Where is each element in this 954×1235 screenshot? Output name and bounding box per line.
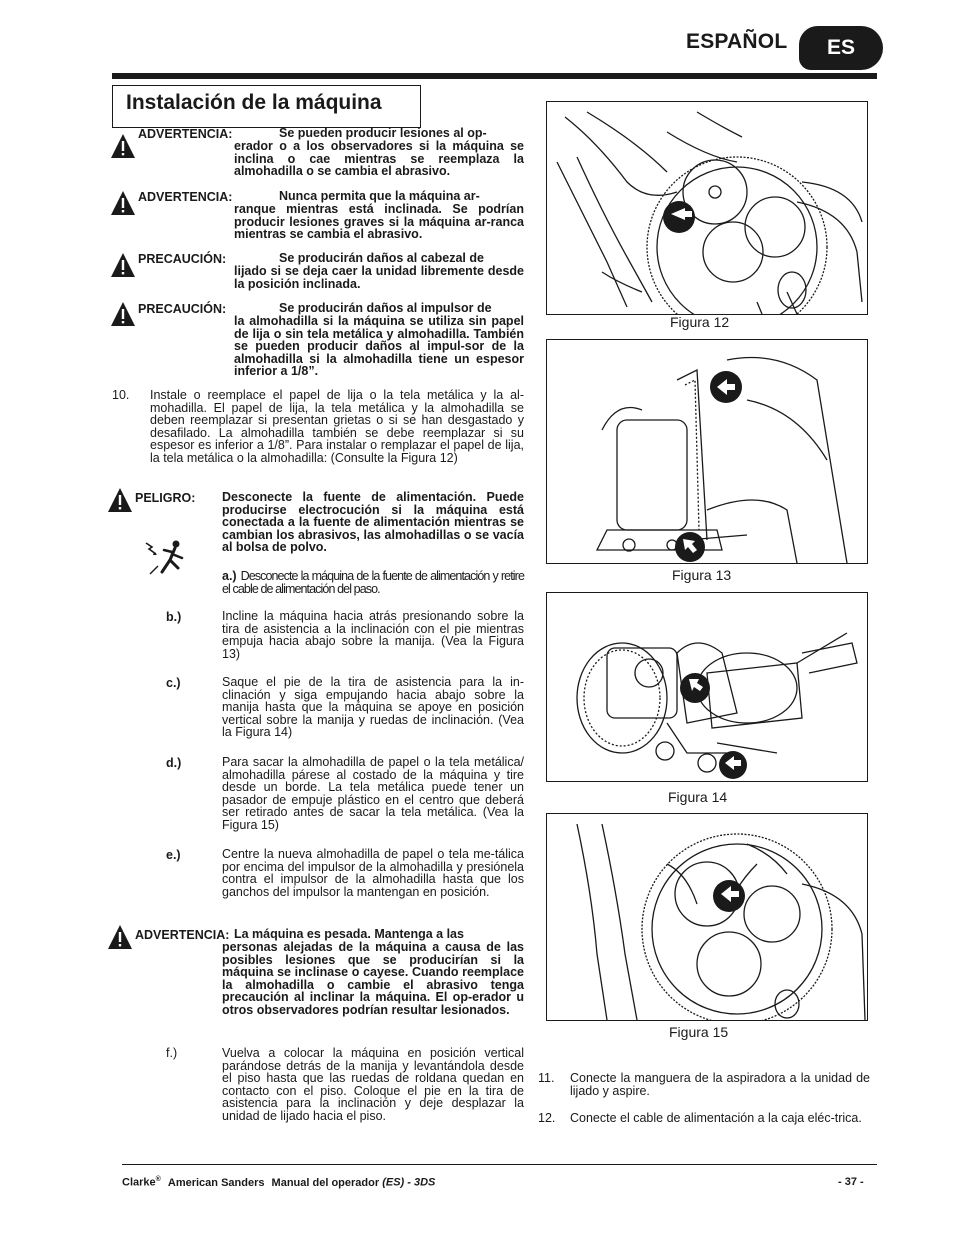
header-rule: [112, 73, 877, 79]
direction-arrow-icon: [710, 371, 742, 403]
footer-company: American Sanders: [167, 1176, 265, 1189]
substep-text: Para sacar la almohadilla de papel o la tela metálica/ almohadilla párese al costado de la máquina y tire desde un borde. La tela metálica puede tener un pasador de empuje plástico en el centro que deberá ser retirado antes de sacar la tela metálica. (Vea la Figura 15): [222, 755, 524, 832]
warning-text-first: La máquina es pesada. Mantenga a las: [234, 927, 464, 941]
caution-text: lijado si se deja caer la unidad libremente desde la posición inclinada.: [234, 264, 524, 291]
danger-text: Desconecte la fuente de alimentación. Puede producirse electrocución si la máquina está conectada a la fuente de alimentación mientras se cambian los abrasivos, las almohadillas o se vacía al bolsa de polvo.: [222, 490, 524, 555]
warning-text: erador o a los observadores si la máquina se inclina o cae mientras se reemplaza la almohadilla o se cambia el abrasivo.: [234, 139, 524, 179]
figure-14-illustration: [547, 593, 867, 781]
warning-triangle-icon: [110, 190, 136, 216]
warning-text: ranque mientras está inclinada. Se podrían producir lesiones graves si la máquina ar-ranca mientras se cambia el abrasivo.: [234, 202, 524, 242]
figure-caption: Figura 14: [668, 789, 728, 805]
electric-shock-icon: [142, 538, 188, 580]
danger-label: PELIGRO:: [135, 491, 196, 505]
footer-edition: (ES) - 3DS: [382, 1176, 436, 1189]
figure-caption: Figura 15: [669, 1024, 729, 1040]
figure-15-illustration: [547, 814, 867, 1020]
direction-arrow-icon: [680, 673, 710, 703]
direction-arrow-icon: [719, 751, 747, 779]
substep-label: d.): [166, 756, 182, 770]
footer-left: [122, 1176, 435, 1189]
substep-text: Centre la nueva almohadilla de papel o tela me-tálica por encima del impulsor de la almohadilla y presiónela contra el impulsor de la almohadilla hasta que los ganchos del impulsor la mantengan en posición.: [222, 847, 524, 899]
direction-arrow-icon: [675, 532, 705, 562]
substep-text: Incline la máquina hacia atrás presionando sobre la tira de asistencia a la inclinación con el pie mientras empuja hacia abajo sobre la manija. (Vea la Figura 13): [222, 609, 524, 661]
figure-14: [546, 592, 868, 782]
warning-text-first: Nunca permita que la máquina ar-: [279, 189, 480, 203]
step-number: 10.: [112, 388, 130, 402]
warning-triangle-icon: [107, 924, 133, 950]
substep-text: Saque el pie de la tira de asistencia para la in-clinación y siga empujando hacia abajo sobre la manija hasta que la máquina se apoye en posición vertical sobre la manija y ruedas de inclinación. (Vea la Figura 14): [222, 675, 524, 740]
warning-label: ADVERTENCIA:: [135, 928, 230, 942]
direction-arrow-icon: [713, 880, 745, 912]
caution-text-first: Se producirán daños al cabezal de: [279, 251, 484, 265]
step-text: Instale o reemplace el papel de lija o la tela metálica y la al-mohadilla. El papel de lija, la tela metálica y la almohadilla se deben reemplazar si presentan grietas o si se han desgastado y desafilado. La almohadilla también se debe reemplazar si su espesor es inferior a 1/8”. Para instalar o remplazar el papel de lija, la tela metálica o la almohadilla: (Consulte la Figura 12): [150, 388, 524, 465]
warning-triangle-icon: [107, 487, 133, 513]
figure-13: [546, 339, 868, 564]
footer-rule: [122, 1164, 877, 1165]
substep-label: b.): [166, 610, 182, 624]
figure-12: [546, 101, 868, 315]
substep-label: e.): [166, 848, 181, 862]
step-number: 11.: [538, 1071, 555, 1085]
footer-brand-mark: ®: [155, 1176, 161, 1183]
language-badge: [799, 26, 883, 70]
caution-text-first: Se producirán daños al impulsor de: [279, 301, 492, 315]
warning-label: ADVERTENCIA:: [138, 190, 233, 204]
footer-page-number: - 37 -: [838, 1176, 864, 1188]
language-label: ESPAÑOL: [686, 30, 788, 53]
substep-label: c.): [166, 676, 181, 690]
step-number: 12.: [538, 1111, 556, 1125]
substep-text: Desconecte la máquina de la fuente de alimentación y retire el cable de alimentación del paso.: [222, 569, 524, 596]
substep-label: f.): [166, 1046, 178, 1060]
figure-15: [546, 813, 868, 1021]
caution-label: PRECAUCIÓN:: [138, 252, 227, 266]
substep-label: a.): [222, 569, 237, 583]
direction-arrow-icon: [663, 201, 695, 233]
footer-manual: Manual del operador: [271, 1176, 380, 1189]
figure-13-illustration: [547, 340, 867, 563]
figure-caption: Figura 13: [672, 567, 732, 583]
footer-brand: Clarke: [122, 1176, 156, 1189]
figure-12-illustration: [547, 102, 867, 314]
step-text: Conecte la manguera de la aspiradora a la unidad de lijado y aspire.: [570, 1071, 870, 1098]
caution-label: PRECAUCIÓN:: [138, 302, 227, 316]
section-title: Instalación de la máquina: [126, 91, 382, 114]
language-code: ES: [826, 36, 855, 59]
step-text: Conecte el cable de alimentación a la caja eléc-trica.: [570, 1111, 862, 1125]
warning-triangle-icon: [110, 133, 136, 159]
warning-triangle-icon: [110, 301, 136, 327]
figure-caption: Figura 12: [670, 314, 730, 330]
caution-text: la almohadilla si la máquina se utiliza sin papel de lija o sin tela metálica y almohadilla. También se pueden producir daños al impul-sor de la almohadilla si la almohadilla tiene un espesor inferior a 1/8”.: [234, 314, 524, 379]
warning-text: personas alejadas de la máquina a causa de las posibles lesiones que se producirían si la máquina se inclinase o cayese. Cuando reemplace la almohadilla o cambie el abrasivo tenga precaución al inclinar la máquina. El op-erador u otros observadores podrían resultar lesionados.: [222, 940, 524, 1017]
warning-text-first: Se pueden producir lesiones al op-: [279, 126, 487, 140]
warning-label: ADVERTENCIA:: [138, 127, 233, 141]
substep-text: Vuelva a colocar la máquina en posición vertical parándose detrás de la manija y levantándola desde el piso hasta que las ruedas de roldana quedan en contacto con el piso. Coloque el pie en la tira de asistencia para la inclinación y deje desplazar la unidad de lijado hacia el piso.: [222, 1046, 524, 1123]
warning-triangle-icon: [110, 252, 136, 278]
